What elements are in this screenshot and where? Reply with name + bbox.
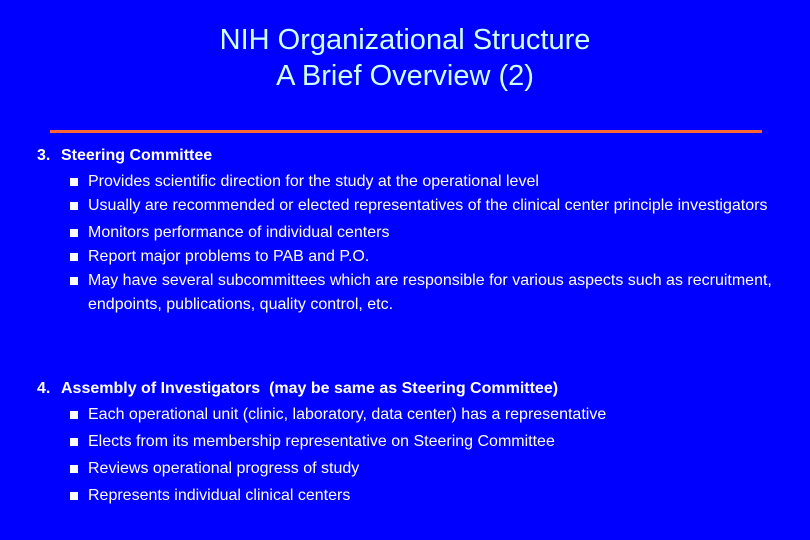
square-bullet-icon [70,277,78,285]
square-bullet-icon [70,253,78,261]
section-heading: Assembly of Investigators (may be same as Steering Committee) [61,380,559,397]
list-item: Usually are recommended or elected representatives of the clinical center principle investigators [70,194,778,218]
list-item: Elects from its membership representative on Steering Committee [70,430,778,454]
list-item: Each operational unit (clinic, laboratory, data center) has a representative [70,403,778,427]
section-heading: Steering Committee [61,147,213,164]
slide-title [0,22,810,94]
section-number: 4. [37,380,51,397]
square-bullet-icon [70,229,78,237]
assembly-list [70,403,778,508]
list-item: Provides scientific direction for the study at the operational level [70,170,778,194]
title-divider [50,130,762,133]
section-steering-committee-heading [37,146,212,166]
square-bullet-icon [70,438,78,446]
list-item: Reviews operational progress of study [70,457,778,481]
square-bullet-icon [70,492,78,500]
square-bullet-icon [70,178,78,186]
section-number: 3. [37,147,51,164]
square-bullet-icon [70,465,78,473]
title-line-1: NIH Organizational Structure [219,24,591,56]
section-assembly-heading [37,379,558,399]
title-line-2: A Brief Overview (2) [276,60,534,92]
list-item: Monitors performance of individual centers [70,221,778,245]
square-bullet-icon [70,202,78,210]
list-item: Report major problems to PAB and P.O. [70,245,778,269]
list-item: Represents individual clinical centers [70,484,778,508]
list-item: May have several subcommittees which are responsible for various aspects such as recruitment, endpoints, publications, quality control, etc. [70,269,778,317]
steering-committee-list [70,170,778,317]
square-bullet-icon [70,411,78,419]
